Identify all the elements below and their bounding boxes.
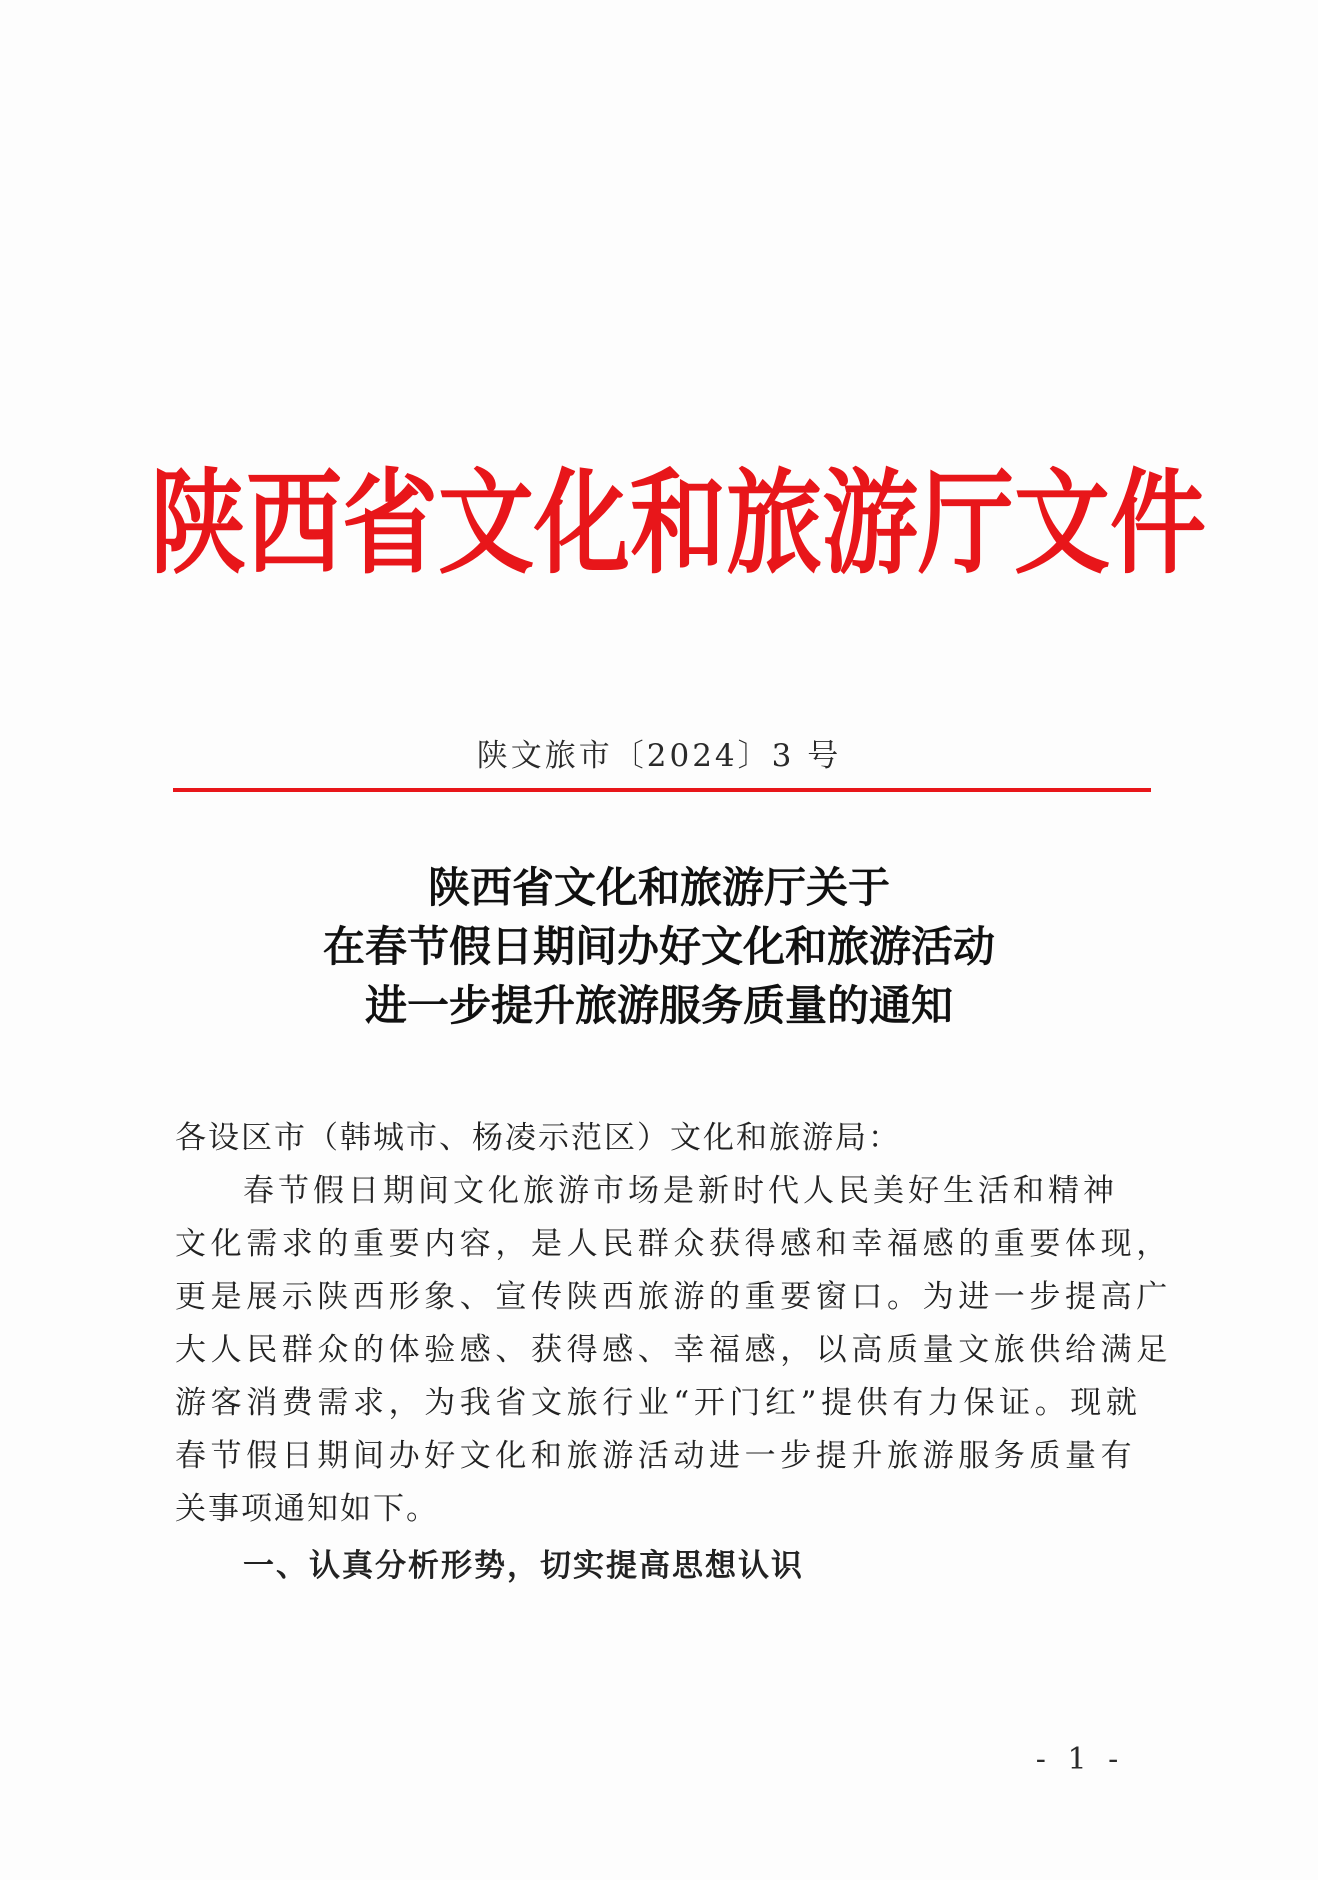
paragraph-line: 春节假日期间办好文化和旅游活动进一步提升旅游服务质量有 (175, 1438, 1137, 1474)
notice-title (100, 858, 1218, 1035)
masthead-title: 陕西省文化和旅游厅文件 (150, 456, 1206, 590)
document-body (175, 1112, 1172, 1593)
page-number: - 1 - (1035, 1742, 1125, 1777)
paragraph-line: 关事项通知如下。 (175, 1491, 439, 1527)
document-number: 陕文旅市〔2024〕3 号 (476, 738, 842, 774)
paragraph-line: 大人民群众的体验感、获得感、幸福感，以高质量文旅供给满足 (175, 1332, 1172, 1368)
paragraph-line: 游客消费需求，为我省文旅行业“开门红”提供有力保证。现就 (175, 1385, 1142, 1421)
paragraph-line: 春节假日期间文化旅游市场是新时代人民美好生活和精神 (243, 1173, 1118, 1209)
section-heading: 一、认真分析形势，切实提高思想认识 (243, 1548, 804, 1584)
salutation: 各设区市（韩城市、杨凌示范区）文化和旅游局： (175, 1120, 901, 1156)
paragraph-line: 更是展示陕西形象、宣传陕西旅游的重要窗口。为进一步提高广 (175, 1279, 1172, 1315)
title-line-1: 陕西省文化和旅游厅关于 (427, 863, 890, 912)
red-divider-line (173, 788, 1151, 792)
paragraph-line: 文化需求的重要内容，是人民群众获得感和幸福感的重要体现， (175, 1226, 1172, 1262)
title-line-3: 进一步提升旅游服务质量的通知 (364, 981, 953, 1030)
title-line-2: 在春节假日期间办好文化和旅游活动 (322, 922, 995, 971)
